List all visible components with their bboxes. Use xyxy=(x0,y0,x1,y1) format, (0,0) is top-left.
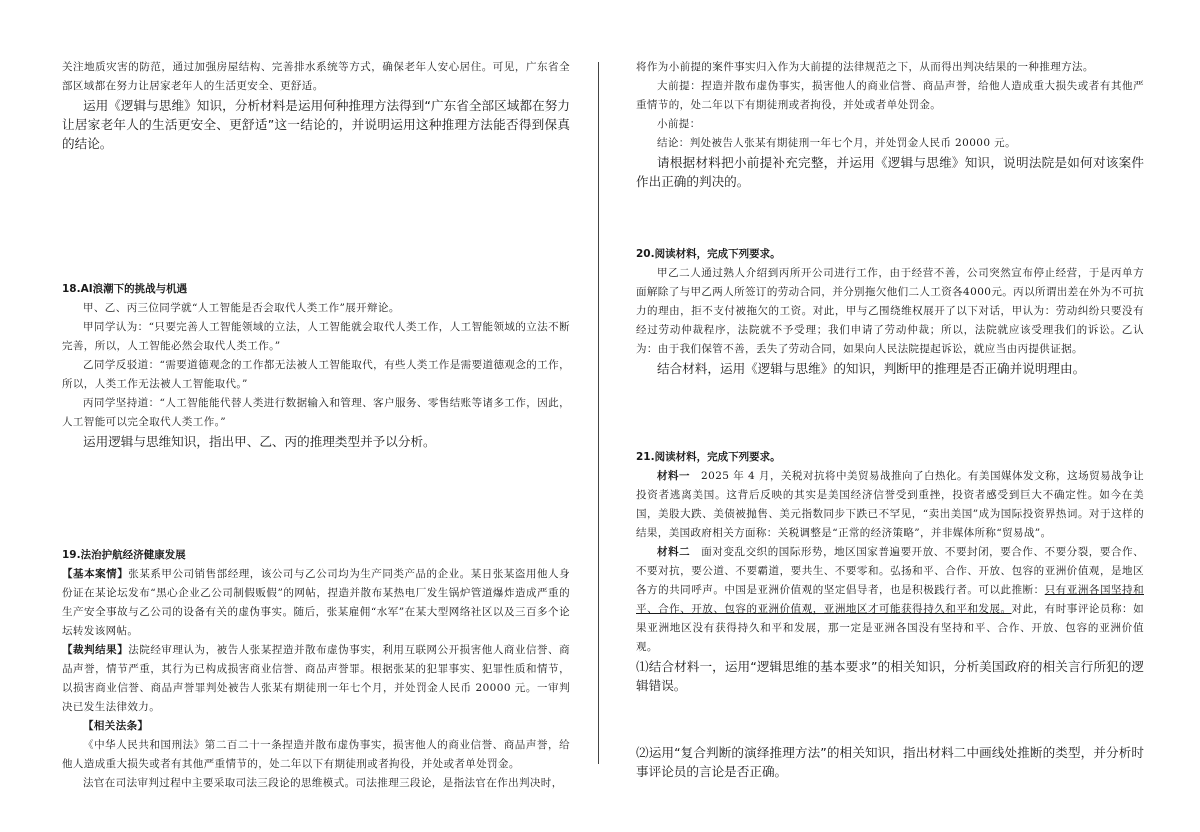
q19-law-text: 《中华人民共和国刑法》第二百二十一条捏造并散布虚伪事实，损害他人的商业信誉、商品声誉，给他人造成重大损失或者有其他严重情节的，处二年以下有期徒刑或者拘役，并处或者单处罚金。 xyxy=(62,739,570,770)
q17-material-end: 关注地质灾害的防范，通过加强房屋结构、完善排水系统等方式，确保老年人安心居住。可见，广东省全部区域都在努力让居家老年人的生活更安全、更舒适。 xyxy=(62,61,570,92)
q21-m2-label: 材料二 xyxy=(657,546,691,558)
q19-case-text: 张某系甲公司销售部经理，该公司与乙公司均为生产同类产品的企业。某日张某盗用他人身份证在某论坛发布“黑心企业乙公司制假贩假”的网帖，捏造并散布某热电厂发生锅炉管道爆炸造成严重的生产安全事故与乙公司的设备有关的虚伪事实。随后，张某雇佣“水军”在某大型网络社区以及三百多个论坛转发该网帖。 xyxy=(62,568,570,637)
q19-case-label: 【基本案情】 xyxy=(62,568,129,580)
q18-student-bing: 丙同学坚持道：“人工智能能代替人类进行数据输入和管理、客户服务、零售结账等诸多工作，因此，人工智能可以完全取代人类工作。” xyxy=(62,397,570,428)
q19-case xyxy=(62,565,570,641)
question-21 xyxy=(636,448,1144,781)
q19-verdict-label: 【裁判结果】 xyxy=(62,644,129,656)
q21-m2-text-a: 面对变乱交织的国际形势，地区国家普遍要开放、不要封闭，要合作、不要分裂，要合作、不要对抗，要公道、不要霸道，要共生、不要零和。弘扬和平、合作、开放、包容的亚洲价值观，是地区各方的共同呼声。中国是亚洲价值观的坚定倡导者，也是积极践行者。可以此推断： xyxy=(636,546,1144,596)
q19-major-premise: 大前提：捏造并散布虚伪事实，损害他人的商业信誉、商品声誉，给他人造成重大损失或者有其他严重情节的，处二年以下有期徒刑或者拘役，并处或者单处罚金。 xyxy=(636,80,1144,111)
question-20 xyxy=(636,245,1144,378)
q18-intro: 甲、乙、丙三位同学就“人工智能是否会取代人类工作”展开辩论。 xyxy=(83,302,400,314)
q19-syllogism-end: 将作为小前提的案件事实归入作为大前提的法律规范之下，从而得出判决结果的一种推理方法。 xyxy=(636,61,1094,73)
q19-question: 请根据材料把小前提补充完整，并运用《逻辑与思维》知识，说明法院是如何对该案件作出正确的判决的。 xyxy=(636,155,1144,189)
q19-minor-premise: 小前提： xyxy=(657,118,701,130)
q18-question: 运用逻辑与思维知识，指出甲、乙、丙的推理类型并予以分析。 xyxy=(83,434,436,449)
q21-material-1 xyxy=(636,467,1144,543)
q19-syllogism-intro: 法官在司法审判过程中主要采取司法三段论的思维模式。司法推理三段论，是指法官在作出判决时， xyxy=(83,777,563,789)
q20-title: 20.阅读材料，完成下列要求。 xyxy=(636,248,781,260)
q17-question: 运用《逻辑与思维》知识，分析材料是运用何种推理方法得到“广东省全部区域都在努力让居家老年人的生活更安全、更舒适”这一结论的，并说明运用这种推理方法能否得到保真的结论。 xyxy=(62,98,570,151)
q17-continuation xyxy=(62,58,570,153)
q19-verdict-text: 法院经审理认为，被告人张某捏造并散布虚伪事实，利用互联网公开损害他人商业信誉、商品声誉，情节严重，其行为已构成损害商业信誉、商品声誉罪。根据张某的犯罪事实、犯罪性质和情节，以损害商业信誉、商品声誉罪判处被告人张某有期徒刑一年七个月，并处罚金人民币 20000 元。一审判决已发生法律效力。 xyxy=(62,644,570,713)
q21-title: 21.阅读材料，完成下列要求。 xyxy=(636,451,781,463)
q21-subquestion-1: ⑴结合材料一，运用“逻辑思维的基本要求”的相关知识，分析美国政府的相关言行所犯的逻辑错误。 xyxy=(636,659,1144,693)
q21-m2-underlined-inference: 只有亚洲各国坚持和平、合作、开放、包容的亚洲价值观，亚洲地区才可能获得持久和平和发展。 xyxy=(636,584,1144,615)
q19-continuation xyxy=(636,58,1144,191)
q18-student-yi: 乙同学反驳道：“需要道德观念的工作都无法被人工智能取代，有些人类工作是需要道德观念的工作，所以，人类工作无法被人工智能取代。” xyxy=(62,359,570,390)
column-divider xyxy=(598,62,599,764)
q20-question: 结合材料，运用《逻辑与思维》的知识，判断甲的推理是否正确并说明理由。 xyxy=(657,361,1086,376)
q19-conclusion: 结论：判处被告人张某有期徒刑一年七个月，并处罚金人民币 20000 元。 xyxy=(657,137,1016,149)
q19-law-label: 【相关法条】 xyxy=(83,720,149,732)
q19-title: 19.法治护航经济健康发展 xyxy=(62,549,186,561)
q18-student-jia: 甲同学认为：“只要完善人工智能领域的立法，人工智能就会取代人类工作，人工智能领域的立法不断完善，所以，人工智能必然会取代人类工作。” xyxy=(62,321,570,352)
q21-material-2 xyxy=(636,543,1144,657)
q18-title: 18.AI浪潮下的挑战与机遇 xyxy=(62,283,188,295)
q21-m2-text-b: 对此，有时事评论员称：如果亚洲地区没有获得持久和平和发展，那一定是亚洲各国没有坚持和平、合作、开放、包容的亚洲价值观。 xyxy=(636,603,1144,653)
q21-m1-label: 材料一 xyxy=(657,470,691,482)
q20-material: 甲乙二人通过熟人介绍到丙所开公司进行工作，由于经营不善，公司突然宣布停止经营，于是丙单方面解除了与甲乙两人所签订的劳动合同，并分别拖欠他们二人工资各4000元。丙以所谓出差在外为不可抗力的理由，拒不支付被拖欠的工资。对此，甲与乙围绕维权展开了以下对话，甲认为：劳动纠纷只要没有经过劳动仲裁程序，法院就不予受理；我们申请了劳动仲裁；所以，法院就应该受理我们的诉讼。乙认为：由于我们保管不善，丢失了劳动合同，如果向人民法院提起诉讼，就应当由丙提供证据。 xyxy=(636,267,1144,355)
q21-m1-text: 2025 年 4 月，关税对抗将中美贸易战推向了白热化。有美国媒体发文称，这场贸易战争让投资者逃离美国。这背后反映的其实是美国经济信誉受到重挫，投资者感受到巨大不确定性。如今在美国，美股大跌、美债被抛售、美元指数同步下跌已不罕见，“卖出美国”成为国际投资界热词。对于这样的结果，美国政府相关方面称：关税调整是“正常的经济策略”，并非媒体所称“贸易战”。 xyxy=(636,470,1145,539)
q21-subquestion-2: ⑵运用“复合判断的演绎推理方法”的相关知识，指出材料二中画线处推断的类型，并分析时事评论员的言论是否正确。 xyxy=(636,745,1144,779)
q19-verdict xyxy=(62,641,570,717)
question-19 xyxy=(62,546,570,793)
question-18 xyxy=(62,280,570,451)
